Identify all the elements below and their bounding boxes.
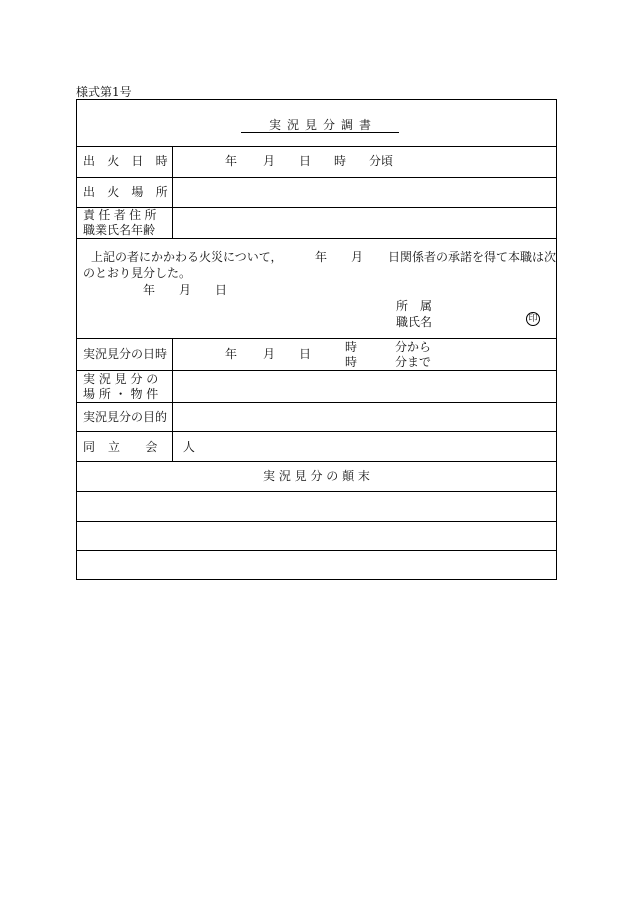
responsible-occupation-label: 職業氏名年齢: [83, 223, 156, 237]
statement-year-label: 年: [315, 250, 328, 264]
fire-minute-label: 分頃: [369, 154, 394, 168]
inspection-purpose-field[interactable]: [173, 403, 556, 431]
inspection-place-field[interactable]: [173, 371, 556, 402]
statement-line-1-end: 日関係者の承諾を得て本職は次: [388, 250, 557, 264]
fire-location-field[interactable]: [173, 178, 556, 207]
statement-line-1: 上記の者にかかわる火災について，: [91, 250, 283, 264]
inspection-hour-to-label: 時: [345, 355, 358, 369]
statement-line-2: のとおり見分した。: [83, 266, 192, 280]
inspection-place-label-1: 実 況 見 分 の: [83, 372, 159, 386]
inspection-purpose-label: 実況見分の目的: [83, 410, 168, 424]
inspection-hour-from-label: 時: [345, 340, 358, 354]
witness-label: 立 会 人: [108, 440, 206, 454]
fire-datetime-label: 出 火 日 時: [83, 154, 172, 168]
form-title: 実況見分調書: [241, 118, 399, 133]
witness-prefix: 同: [83, 440, 96, 454]
witness-field[interactable]: [173, 432, 556, 461]
form-number-label: 様式第1号: [76, 85, 132, 99]
details-header: 実 況 見 分 の 顛 末: [263, 469, 370, 483]
row-divider: [77, 461, 556, 462]
details-row-2[interactable]: [77, 522, 556, 550]
fire-day-label: 日: [299, 154, 312, 168]
inspection-datetime-field[interactable]: [173, 339, 556, 370]
statement-date-day: 日: [215, 283, 228, 297]
inspection-datetime-label: 実況見分の日時: [83, 347, 168, 361]
details-row-3[interactable]: [77, 551, 556, 579]
affiliation-label: 所 属: [396, 299, 433, 313]
inspection-minute-to-label: 分まで: [395, 355, 432, 369]
details-row-1[interactable]: [77, 492, 556, 521]
fire-hour-label: 時: [334, 154, 347, 168]
row-divider: [77, 238, 556, 239]
responsible-address-label: 責任者住所: [83, 208, 160, 222]
inspection-minute-from-label: 分から: [395, 340, 432, 354]
fire-datetime-field[interactable]: [173, 147, 556, 177]
fire-location-label: 出 火 場 所: [83, 185, 172, 199]
inspection-report-form: [76, 99, 557, 580]
statement-date-month: 月: [179, 283, 192, 297]
inspection-year-label: 年: [225, 347, 238, 361]
seal-mark-icon: 印: [526, 312, 540, 326]
fire-month-label: 月: [263, 154, 276, 168]
inspection-month-label: 月: [263, 347, 276, 361]
statement-date-year: 年: [143, 283, 156, 297]
statement-month-label: 月: [351, 250, 364, 264]
inspection-place-label-2: 場 所 ・ 物 件: [83, 387, 159, 401]
fire-year-label: 年: [225, 154, 238, 168]
responsible-person-field[interactable]: [173, 208, 556, 238]
officer-name-label: 職氏名: [396, 315, 433, 329]
inspection-day-label: 日: [299, 347, 312, 361]
